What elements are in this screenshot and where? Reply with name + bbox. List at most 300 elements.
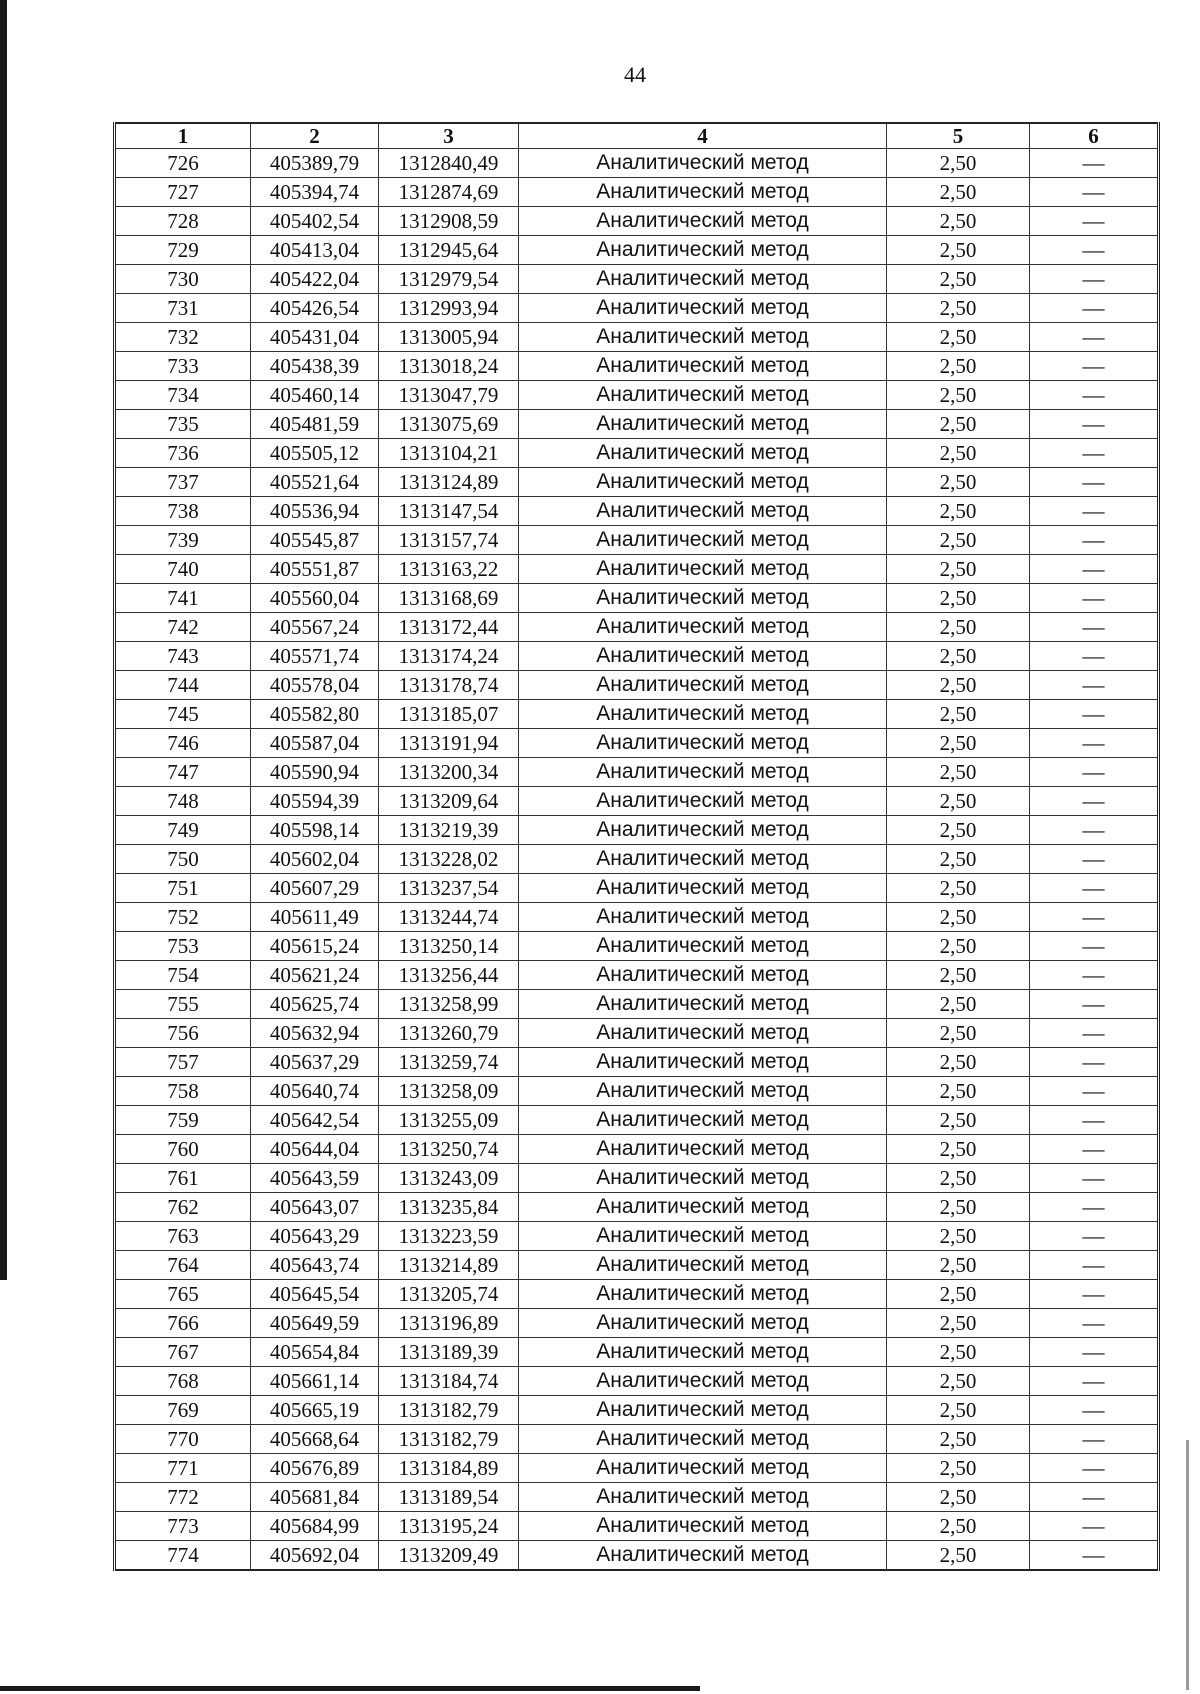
method-cell: Аналитический метод: [519, 990, 887, 1019]
note-cell: [1030, 410, 1159, 439]
table-row: [115, 410, 1159, 439]
note-cell: [1030, 874, 1159, 903]
y-coordinate-cell: 1313195,24: [379, 1512, 519, 1541]
point-number-cell: 743: [115, 642, 251, 671]
table-row: [115, 700, 1159, 729]
point-number-cell: 732: [115, 323, 251, 352]
point-number-cell: 757: [115, 1048, 251, 1077]
x-coordinate-cell: 405394,74: [251, 178, 379, 207]
note-dash: —: [1082, 237, 1105, 262]
y-coordinate-cell: 1313172,44: [379, 613, 519, 642]
note-dash: —: [1082, 1368, 1105, 1393]
note-cell: [1030, 1280, 1159, 1309]
note-cell: [1030, 294, 1159, 323]
scan-bottom-border: [0, 1686, 700, 1691]
accuracy-cell: 2,50: [887, 352, 1030, 381]
y-coordinate-cell: 1313168,69: [379, 584, 519, 613]
table-row: [115, 729, 1159, 758]
x-coordinate-cell: 405560,04: [251, 584, 379, 613]
note-cell: [1030, 642, 1159, 671]
x-coordinate-cell: 405602,04: [251, 845, 379, 874]
table-row: [115, 265, 1159, 294]
table-row: [115, 178, 1159, 207]
note-cell: [1030, 352, 1159, 381]
accuracy-cell: 2,50: [887, 1222, 1030, 1251]
method-cell: Аналитический метод: [519, 439, 887, 468]
table-row: [115, 236, 1159, 265]
y-coordinate-cell: 1313256,44: [379, 961, 519, 990]
note-dash: —: [1082, 1455, 1105, 1480]
method-cell: Аналитический метод: [519, 178, 887, 207]
table-row: [115, 932, 1159, 961]
x-coordinate-cell: 405598,14: [251, 816, 379, 845]
note-cell: [1030, 584, 1159, 613]
table-row: [115, 323, 1159, 352]
table-row: [115, 1135, 1159, 1164]
table-row: [115, 1367, 1159, 1396]
y-coordinate-cell: 1313184,89: [379, 1454, 519, 1483]
accuracy-cell: 2,50: [887, 1512, 1030, 1541]
x-coordinate-cell: 405642,54: [251, 1106, 379, 1135]
point-number-cell: 741: [115, 584, 251, 613]
x-coordinate-cell: 405460,14: [251, 381, 379, 410]
method-cell: Аналитический метод: [519, 1077, 887, 1106]
note-dash: —: [1082, 1107, 1105, 1132]
method-cell: Аналитический метод: [519, 1454, 887, 1483]
note-dash: —: [1082, 1223, 1105, 1248]
point-number-cell: 737: [115, 468, 251, 497]
note-dash: —: [1082, 1194, 1105, 1219]
accuracy-cell: 2,50: [887, 439, 1030, 468]
x-coordinate-cell: 405668,64: [251, 1425, 379, 1454]
point-number-cell: 772: [115, 1483, 251, 1512]
accuracy-cell: 2,50: [887, 555, 1030, 584]
note-cell: [1030, 1338, 1159, 1367]
note-cell: [1030, 1483, 1159, 1512]
x-coordinate-cell: 405654,84: [251, 1338, 379, 1367]
table-row: [115, 1396, 1159, 1425]
point-number-cell: 753: [115, 932, 251, 961]
method-cell: Аналитический метод: [519, 584, 887, 613]
point-number-cell: 767: [115, 1338, 251, 1367]
method-cell: Аналитический метод: [519, 1280, 887, 1309]
x-coordinate-cell: 405521,64: [251, 468, 379, 497]
point-number-cell: 735: [115, 410, 251, 439]
table-row: [115, 1077, 1159, 1106]
point-number-cell: 769: [115, 1396, 251, 1425]
point-number-cell: 755: [115, 990, 251, 1019]
table-row: [115, 1193, 1159, 1222]
accuracy-cell: 2,50: [887, 1454, 1030, 1483]
point-number-cell: 751: [115, 874, 251, 903]
accuracy-cell: 2,50: [887, 1309, 1030, 1338]
table-row: [115, 439, 1159, 468]
point-number-cell: 752: [115, 903, 251, 932]
note-dash: —: [1082, 295, 1105, 320]
method-cell: Аналитический метод: [519, 468, 887, 497]
note-dash: —: [1082, 498, 1105, 523]
note-cell: [1030, 1367, 1159, 1396]
point-number-cell: 733: [115, 352, 251, 381]
y-coordinate-cell: 1313174,24: [379, 642, 519, 671]
y-coordinate-cell: 1313260,79: [379, 1019, 519, 1048]
point-number-cell: 740: [115, 555, 251, 584]
accuracy-cell: 2,50: [887, 1367, 1030, 1396]
x-coordinate-cell: 405640,74: [251, 1077, 379, 1106]
y-coordinate-cell: 1313182,79: [379, 1396, 519, 1425]
note-dash: —: [1082, 875, 1105, 900]
y-coordinate-cell: 1313178,74: [379, 671, 519, 700]
note-dash: —: [1082, 1281, 1105, 1306]
accuracy-cell: 2,50: [887, 642, 1030, 671]
accuracy-cell: 2,50: [887, 236, 1030, 265]
x-coordinate-cell: 405438,39: [251, 352, 379, 381]
x-coordinate-cell: 405681,84: [251, 1483, 379, 1512]
note-dash: —: [1082, 1513, 1105, 1538]
y-coordinate-cell: 1313185,07: [379, 700, 519, 729]
method-cell: Аналитический метод: [519, 729, 887, 758]
coordinates-table: [113, 122, 1160, 1571]
column-header: 4: [519, 123, 887, 149]
note-dash: —: [1082, 962, 1105, 987]
point-number-cell: 749: [115, 816, 251, 845]
y-coordinate-cell: 1313255,09: [379, 1106, 519, 1135]
note-dash: —: [1082, 701, 1105, 726]
x-coordinate-cell: 405676,89: [251, 1454, 379, 1483]
table-row: [115, 207, 1159, 236]
note-dash: —: [1082, 527, 1105, 552]
method-cell: Аналитический метод: [519, 816, 887, 845]
y-coordinate-cell: 1313209,64: [379, 787, 519, 816]
accuracy-cell: 2,50: [887, 1193, 1030, 1222]
note-dash: —: [1082, 759, 1105, 784]
y-coordinate-cell: 1313157,74: [379, 526, 519, 555]
note-cell: [1030, 961, 1159, 990]
note-cell: [1030, 613, 1159, 642]
accuracy-cell: 2,50: [887, 1396, 1030, 1425]
method-cell: Аналитический метод: [519, 1048, 887, 1077]
method-cell: Аналитический метод: [519, 903, 887, 932]
table-row: [115, 1048, 1159, 1077]
note-cell: [1030, 990, 1159, 1019]
table-row: [115, 816, 1159, 845]
method-cell: Аналитический метод: [519, 1338, 887, 1367]
y-coordinate-cell: 1313189,54: [379, 1483, 519, 1512]
method-cell: Аналитический метод: [519, 236, 887, 265]
x-coordinate-cell: 405661,14: [251, 1367, 379, 1396]
column-header: 3: [379, 123, 519, 149]
y-coordinate-cell: 1313214,89: [379, 1251, 519, 1280]
note-dash: —: [1082, 1484, 1105, 1509]
x-coordinate-cell: 405643,74: [251, 1251, 379, 1280]
accuracy-cell: 2,50: [887, 671, 1030, 700]
method-cell: Аналитический метод: [519, 1541, 887, 1571]
table-row: [115, 874, 1159, 903]
table-row: [115, 1222, 1159, 1251]
x-coordinate-cell: 405551,87: [251, 555, 379, 584]
accuracy-cell: 2,50: [887, 1338, 1030, 1367]
accuracy-cell: 2,50: [887, 1135, 1030, 1164]
note-cell: [1030, 236, 1159, 265]
column-header: 6: [1030, 123, 1159, 149]
table-row: [115, 1309, 1159, 1338]
point-number-cell: 771: [115, 1454, 251, 1483]
y-coordinate-cell: 1313258,09: [379, 1077, 519, 1106]
y-coordinate-cell: 1313163,22: [379, 555, 519, 584]
table-row: [115, 613, 1159, 642]
accuracy-cell: 2,50: [887, 207, 1030, 236]
y-coordinate-cell: 1313005,94: [379, 323, 519, 352]
method-cell: Аналитический метод: [519, 1309, 887, 1338]
note-dash: —: [1082, 1426, 1105, 1451]
y-coordinate-cell: 1313219,39: [379, 816, 519, 845]
note-dash: —: [1082, 614, 1105, 639]
y-coordinate-cell: 1313243,09: [379, 1164, 519, 1193]
note-dash: —: [1082, 672, 1105, 697]
note-cell: [1030, 1512, 1159, 1541]
point-number-cell: 745: [115, 700, 251, 729]
note-cell: [1030, 1454, 1159, 1483]
point-number-cell: 746: [115, 729, 251, 758]
x-coordinate-cell: 405645,54: [251, 1280, 379, 1309]
y-coordinate-cell: 1312874,69: [379, 178, 519, 207]
method-cell: Аналитический метод: [519, 323, 887, 352]
point-number-cell: 758: [115, 1077, 251, 1106]
table-row: [115, 555, 1159, 584]
note-cell: [1030, 671, 1159, 700]
note-cell: [1030, 1425, 1159, 1454]
y-coordinate-cell: 1313244,74: [379, 903, 519, 932]
table-row: [115, 352, 1159, 381]
method-cell: Аналитический метод: [519, 265, 887, 294]
accuracy-cell: 2,50: [887, 1164, 1030, 1193]
note-cell: [1030, 932, 1159, 961]
method-cell: Аналитический метод: [519, 961, 887, 990]
method-cell: Аналитический метод: [519, 1106, 887, 1135]
accuracy-cell: 2,50: [887, 845, 1030, 874]
x-coordinate-cell: 405402,54: [251, 207, 379, 236]
method-cell: Аналитический метод: [519, 1396, 887, 1425]
note-dash: —: [1082, 846, 1105, 871]
method-cell: Аналитический метод: [519, 758, 887, 787]
point-number-cell: 759: [115, 1106, 251, 1135]
point-number-cell: 727: [115, 178, 251, 207]
accuracy-cell: 2,50: [887, 932, 1030, 961]
y-coordinate-cell: 1313258,99: [379, 990, 519, 1019]
x-coordinate-cell: 405571,74: [251, 642, 379, 671]
note-dash: —: [1082, 1020, 1105, 1045]
accuracy-cell: 2,50: [887, 700, 1030, 729]
note-cell: [1030, 845, 1159, 874]
note-dash: —: [1082, 266, 1105, 291]
x-coordinate-cell: 405426,54: [251, 294, 379, 323]
x-coordinate-cell: 405389,79: [251, 149, 379, 178]
method-cell: Аналитический метод: [519, 555, 887, 584]
point-number-cell: 729: [115, 236, 251, 265]
method-cell: Аналитический метод: [519, 1367, 887, 1396]
note-cell: [1030, 1077, 1159, 1106]
note-cell: [1030, 816, 1159, 845]
note-dash: —: [1082, 788, 1105, 813]
y-coordinate-cell: 1313124,89: [379, 468, 519, 497]
accuracy-cell: 2,50: [887, 787, 1030, 816]
table-row: [115, 1164, 1159, 1193]
point-number-cell: 742: [115, 613, 251, 642]
method-cell: Аналитический метод: [519, 497, 887, 526]
note-cell: [1030, 555, 1159, 584]
note-dash: —: [1082, 324, 1105, 349]
x-coordinate-cell: 405505,12: [251, 439, 379, 468]
note-cell: [1030, 758, 1159, 787]
note-dash: —: [1082, 933, 1105, 958]
y-coordinate-cell: 1313237,54: [379, 874, 519, 903]
table-row: [115, 1338, 1159, 1367]
note-cell: [1030, 1164, 1159, 1193]
table-row: [115, 1541, 1159, 1571]
point-number-cell: 748: [115, 787, 251, 816]
x-coordinate-cell: 405615,24: [251, 932, 379, 961]
table-row: [115, 990, 1159, 1019]
method-cell: Аналитический метод: [519, 207, 887, 236]
accuracy-cell: 2,50: [887, 1048, 1030, 1077]
y-coordinate-cell: 1313104,21: [379, 439, 519, 468]
accuracy-cell: 2,50: [887, 961, 1030, 990]
column-header: 5: [887, 123, 1030, 149]
table-row: [115, 642, 1159, 671]
note-cell: [1030, 323, 1159, 352]
table-row: [115, 1106, 1159, 1135]
method-cell: Аналитический метод: [519, 700, 887, 729]
accuracy-cell: 2,50: [887, 1077, 1030, 1106]
x-coordinate-cell: 405665,19: [251, 1396, 379, 1425]
note-dash: —: [1082, 1136, 1105, 1161]
y-coordinate-cell: 1312993,94: [379, 294, 519, 323]
y-coordinate-cell: 1313209,49: [379, 1541, 519, 1571]
table-row: [115, 845, 1159, 874]
y-coordinate-cell: 1313228,02: [379, 845, 519, 874]
y-coordinate-cell: 1313147,54: [379, 497, 519, 526]
note-cell: [1030, 381, 1159, 410]
point-number-cell: 750: [115, 845, 251, 874]
x-coordinate-cell: 405644,04: [251, 1135, 379, 1164]
y-coordinate-cell: 1313047,79: [379, 381, 519, 410]
x-coordinate-cell: 405587,04: [251, 729, 379, 758]
note-cell: [1030, 700, 1159, 729]
table-row: [115, 584, 1159, 613]
y-coordinate-cell: 1313259,74: [379, 1048, 519, 1077]
note-dash: —: [1082, 469, 1105, 494]
accuracy-cell: 2,50: [887, 1280, 1030, 1309]
accuracy-cell: 2,50: [887, 1541, 1030, 1571]
note-cell: [1030, 903, 1159, 932]
y-coordinate-cell: 1313189,39: [379, 1338, 519, 1367]
method-cell: Аналитический метод: [519, 1251, 887, 1280]
method-cell: Аналитический метод: [519, 1019, 887, 1048]
column-header: 2: [251, 123, 379, 149]
method-cell: Аналитический метод: [519, 787, 887, 816]
note-cell: [1030, 265, 1159, 294]
table-row: [115, 468, 1159, 497]
note-cell: [1030, 178, 1159, 207]
accuracy-cell: 2,50: [887, 1106, 1030, 1135]
note-cell: [1030, 526, 1159, 555]
method-cell: Аналитический метод: [519, 1164, 887, 1193]
accuracy-cell: 2,50: [887, 903, 1030, 932]
x-coordinate-cell: 405684,99: [251, 1512, 379, 1541]
scan-left-border: [0, 0, 7, 1280]
note-cell: [1030, 1135, 1159, 1164]
x-coordinate-cell: 405431,04: [251, 323, 379, 352]
method-cell: Аналитический метод: [519, 1425, 887, 1454]
point-number-cell: 738: [115, 497, 251, 526]
point-number-cell: 774: [115, 1541, 251, 1571]
note-dash: —: [1082, 440, 1105, 465]
note-dash: —: [1082, 1078, 1105, 1103]
y-coordinate-cell: 1313223,59: [379, 1222, 519, 1251]
point-number-cell: 734: [115, 381, 251, 410]
accuracy-cell: 2,50: [887, 149, 1030, 178]
accuracy-cell: 2,50: [887, 294, 1030, 323]
note-dash: —: [1082, 904, 1105, 929]
accuracy-cell: 2,50: [887, 526, 1030, 555]
point-number-cell: 763: [115, 1222, 251, 1251]
note-cell: [1030, 1222, 1159, 1251]
table-row: [115, 1483, 1159, 1512]
point-number-cell: 768: [115, 1367, 251, 1396]
x-coordinate-cell: 405632,94: [251, 1019, 379, 1048]
x-coordinate-cell: 405578,04: [251, 671, 379, 700]
y-coordinate-cell: 1312945,64: [379, 236, 519, 265]
note-cell: [1030, 497, 1159, 526]
x-coordinate-cell: 405643,59: [251, 1164, 379, 1193]
x-coordinate-cell: 405692,04: [251, 1541, 379, 1571]
table-row: [115, 1251, 1159, 1280]
y-coordinate-cell: 1313018,24: [379, 352, 519, 381]
table-row: [115, 758, 1159, 787]
note-cell: [1030, 1541, 1159, 1571]
note-cell: [1030, 1106, 1159, 1135]
table-row: [115, 1280, 1159, 1309]
column-header: 1: [115, 123, 251, 149]
note-cell: [1030, 1019, 1159, 1048]
method-cell: Аналитический метод: [519, 874, 887, 903]
table-row: [115, 381, 1159, 410]
point-number-cell: 739: [115, 526, 251, 555]
accuracy-cell: 2,50: [887, 178, 1030, 207]
note-cell: [1030, 439, 1159, 468]
method-cell: Аналитический метод: [519, 613, 887, 642]
note-dash: —: [1082, 1310, 1105, 1335]
method-cell: Аналитический метод: [519, 1222, 887, 1251]
method-cell: Аналитический метод: [519, 352, 887, 381]
x-coordinate-cell: 405625,74: [251, 990, 379, 1019]
x-coordinate-cell: 405637,29: [251, 1048, 379, 1077]
method-cell: Аналитический метод: [519, 932, 887, 961]
x-coordinate-cell: 405621,24: [251, 961, 379, 990]
note-dash: —: [1082, 1165, 1105, 1190]
accuracy-cell: 2,50: [887, 1019, 1030, 1048]
y-coordinate-cell: 1313205,74: [379, 1280, 519, 1309]
point-number-cell: 728: [115, 207, 251, 236]
point-number-cell: 773: [115, 1512, 251, 1541]
x-coordinate-cell: 405536,94: [251, 497, 379, 526]
note-dash: —: [1082, 556, 1105, 581]
table-row: [115, 526, 1159, 555]
table-row: [115, 903, 1159, 932]
accuracy-cell: 2,50: [887, 497, 1030, 526]
y-coordinate-cell: 1313200,34: [379, 758, 519, 787]
table-row: [115, 1512, 1159, 1541]
